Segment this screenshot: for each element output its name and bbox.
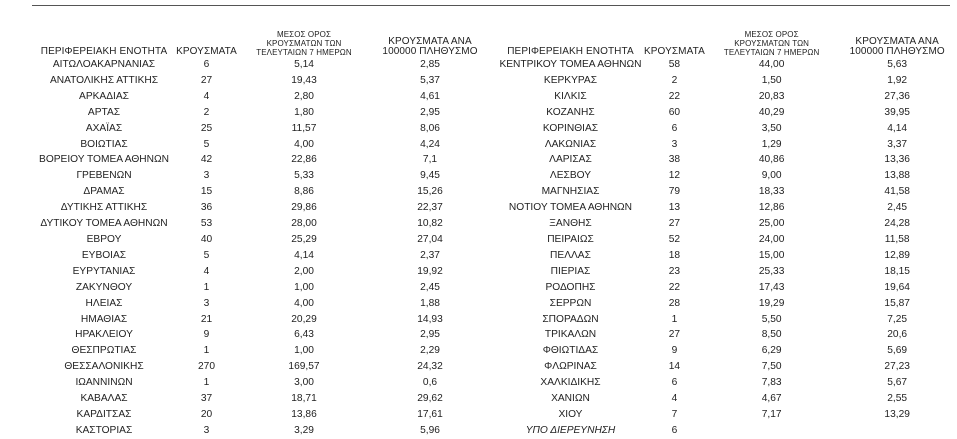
table-row xyxy=(498,248,957,264)
per100k-cell: 12,89 xyxy=(884,249,910,261)
right-cases-table xyxy=(498,15,957,439)
table-row xyxy=(33,184,490,200)
region-cell: ΚΟΖΑΝΗΣ xyxy=(546,106,595,118)
table-row xyxy=(33,137,490,153)
avg7-cell: 1,29 xyxy=(761,138,782,150)
per100k-cell: 15,26 xyxy=(417,186,443,198)
per100k-cell: 29,62 xyxy=(417,393,443,405)
region-cell: ΙΩΑΝΝΙΝΩΝ xyxy=(75,377,133,389)
cases-cell: 6 xyxy=(671,122,678,134)
table-row xyxy=(498,184,957,200)
per100k-cell: 27,23 xyxy=(884,361,910,373)
region-cell: ΔΥΤΙΚΗΣ ΑΤΤΙΚΗΣ xyxy=(60,202,148,214)
cases-cell: 36 xyxy=(200,202,213,214)
table-row xyxy=(498,391,957,407)
table-row xyxy=(498,216,957,232)
per100k-cell xyxy=(837,423,957,439)
per100k-cell: 19,92 xyxy=(417,265,443,277)
avg7-cell: 3,50 xyxy=(761,122,782,134)
cases-cell: 28 xyxy=(668,297,681,309)
table-row xyxy=(33,200,490,216)
avg7-cell: 40,29 xyxy=(758,106,785,118)
avg7-cell: 6,29 xyxy=(761,345,782,357)
region-cell: ΒΟΡΕΙΟΥ ΤΟΜΕΑ ΑΘΗΝΩΝ xyxy=(39,154,169,166)
per100k-cell: 18,15 xyxy=(884,265,910,277)
region-cell: ΕΥΒΟΙΑΣ xyxy=(81,249,127,261)
per100k-cell: 27,04 xyxy=(417,233,443,245)
cases-cell: 13 xyxy=(668,202,681,214)
cases-cell: 53 xyxy=(200,218,213,230)
per100k-cell: 24,32 xyxy=(417,361,443,373)
cases-cell: 60 xyxy=(668,106,681,118)
table-row xyxy=(33,343,490,359)
table-row xyxy=(498,280,957,296)
region-cell: ΚΑΒΑΛΑΣ xyxy=(80,393,128,405)
cases-header: ΚΡΟΥΣΜΑΤΑ xyxy=(176,46,237,57)
per100k-cell: 4,61 xyxy=(420,90,440,102)
per100k-cell: 2,37 xyxy=(420,249,440,261)
table-row xyxy=(498,375,957,391)
avg7-cell: 40,86 xyxy=(758,154,785,166)
per100k-cell: 15,87 xyxy=(884,297,910,309)
table-row xyxy=(33,168,490,184)
table-row xyxy=(498,359,957,375)
cases-cell: 22 xyxy=(668,281,681,293)
avg7-cell: 24,00 xyxy=(758,233,785,245)
table-row xyxy=(498,423,957,439)
per100k-cell: 1,92 xyxy=(887,74,908,86)
per100k-header: ΚΡΟΥΣΜΑΤΑ ΑΝΑ 100000 ΠΛΗΘΥΣΜΟ xyxy=(382,36,478,57)
table-row xyxy=(498,152,957,168)
region-cell: ΣΠΟΡΑΔΩΝ xyxy=(542,313,599,325)
per100k-cell: 7,25 xyxy=(887,313,908,325)
per100k-cell: 13,88 xyxy=(884,170,910,182)
avg7-cell: 2,00 xyxy=(294,265,314,277)
table-row xyxy=(498,264,957,280)
table-row xyxy=(498,407,957,423)
region-cell: ΠΕΙΡΑΙΩΣ xyxy=(547,233,594,245)
per100k-cell: 27,36 xyxy=(884,90,910,102)
avg7-cell: 1,00 xyxy=(294,281,314,293)
table-row xyxy=(33,391,490,407)
region-cell: ΑΡΚΑΔΙΑΣ xyxy=(79,90,129,102)
table-row xyxy=(33,296,490,312)
region-cell: ΞΑΝΘΗΣ xyxy=(549,218,592,230)
table-row xyxy=(498,200,957,216)
cases-cell: 9 xyxy=(203,329,210,341)
per100k-cell: 10,82 xyxy=(417,218,443,230)
left-table-body xyxy=(33,57,490,439)
cases-cell: 2 xyxy=(671,74,678,86)
per100k-cell: 2,29 xyxy=(420,345,440,357)
table-row xyxy=(498,312,957,328)
cases-cell: 3 xyxy=(203,170,210,182)
avg7-cell: 11,57 xyxy=(291,122,317,134)
avg7-cell: 4,00 xyxy=(294,138,314,150)
region-cell: ΦΘΙΩΤΙΔΑΣ xyxy=(542,345,599,357)
avg7-cell: 44,00 xyxy=(758,59,785,70)
avg7-cell: 25,33 xyxy=(758,265,785,277)
cases-cell: 37 xyxy=(200,393,213,405)
avg7-cell: 1,00 xyxy=(294,345,314,357)
cases-cell: 4 xyxy=(203,90,210,102)
region-cell: ΔΥΤΙΚΟΥ ΤΟΜΕΑ ΑΘΗΝΩΝ xyxy=(40,218,168,230)
per100k-cell: 2,85 xyxy=(420,59,440,70)
avg7-cell: 5,50 xyxy=(761,313,782,325)
avg7-cell: 20,29 xyxy=(291,313,317,325)
per100k-cell: 0,6 xyxy=(422,377,438,389)
avg7-cell: 17,43 xyxy=(758,281,785,293)
per100k-cell: 2,45 xyxy=(420,281,440,293)
table-row xyxy=(498,137,957,153)
cases-cell: 25 xyxy=(200,122,213,134)
per100k-cell: 3,37 xyxy=(887,138,908,150)
cases-cell: 27 xyxy=(668,329,681,341)
avg7-cell: 18,71 xyxy=(291,393,317,405)
avg7-cell: 2,80 xyxy=(294,90,314,102)
region-cell: ΠΙΕΡΙΑΣ xyxy=(550,265,591,277)
top-rule xyxy=(32,5,950,6)
left-cases-table xyxy=(33,15,490,439)
table-row xyxy=(33,375,490,391)
cases-cell: 58 xyxy=(668,59,681,70)
cases-cell: 4 xyxy=(203,265,210,277)
table-row xyxy=(33,152,490,168)
per100k-cell: 5,69 xyxy=(887,345,908,357)
avg7-cell: 25,29 xyxy=(291,233,317,245)
table-row xyxy=(33,57,490,73)
region-cell: ΑΝΑΤΟΛΙΚΗΣ ΑΤΤΙΚΗΣ xyxy=(49,74,159,86)
cases-cell: 6 xyxy=(203,59,210,70)
avg7-cell: 1,80 xyxy=(294,106,314,118)
region-cell: ΒΟΙΩΤΙΑΣ xyxy=(80,138,128,150)
cases-cell: 18 xyxy=(668,249,681,261)
per100k-cell: 9,45 xyxy=(420,170,440,182)
cases-cell: 27 xyxy=(668,218,681,230)
cases-cell: 7 xyxy=(671,408,678,420)
per100k-cell: 11,58 xyxy=(884,233,910,245)
avg7-cell: 25,00 xyxy=(758,218,785,230)
region-cell: ΕΒΡΟΥ xyxy=(86,233,122,245)
region-cell: ΚΑΣΤΟΡΙΑΣ xyxy=(75,424,133,436)
avg7-cell: 19,43 xyxy=(291,74,317,86)
table-row xyxy=(498,296,957,312)
per100k-cell: 2,95 xyxy=(420,329,440,341)
per100k-cell: 41,58 xyxy=(884,186,910,198)
table-row xyxy=(33,264,490,280)
avg7-cell: 20,83 xyxy=(758,90,785,102)
per100k-cell: 4,14 xyxy=(887,122,908,134)
cases-cell: 22 xyxy=(668,90,681,102)
table-row xyxy=(33,359,490,375)
avg7-cell: 4,67 xyxy=(761,393,782,405)
cases-cell: 12 xyxy=(668,170,681,182)
region-cell: ΚΕΝΤΡΙΚΟΥ ΤΟΜΕΑ ΑΘΗΝΩΝ xyxy=(499,59,642,70)
region-cell: ΤΡΙΚΑΛΩΝ xyxy=(544,329,597,341)
cases-cell: 40 xyxy=(200,233,213,245)
region-cell: ΡΟΔΟΠΗΣ xyxy=(545,281,596,293)
region-cell: ΝΟΤΙΟΥ ΤΟΜΕΑ ΑΘΗΝΩΝ xyxy=(508,202,633,214)
cases-cell: 5 xyxy=(203,138,210,150)
avg7-cell: 4,14 xyxy=(294,249,314,261)
region-cell: ΛΕΣΒΟΥ xyxy=(549,170,592,182)
avg7-cell: 29,86 xyxy=(291,202,317,214)
table-row xyxy=(498,57,957,73)
per100k-cell: 14,93 xyxy=(417,313,443,325)
per100k-cell: 5,63 xyxy=(887,59,908,70)
cases-cell: 2 xyxy=(203,106,210,118)
right-table-body xyxy=(498,57,957,439)
per100k-cell: 13,29 xyxy=(884,408,910,420)
cases-cell: 6 xyxy=(671,424,678,436)
table-row xyxy=(498,89,957,105)
avg7-cell: 6,43 xyxy=(294,329,314,341)
cases-cell: 270 xyxy=(198,361,215,373)
region-cell: ΛΑΡΙΣΑΣ xyxy=(549,154,592,166)
per100k-cell: 20,6 xyxy=(887,329,908,341)
avg7-cell: 7,17 xyxy=(761,408,782,420)
avg7-cell: 7,83 xyxy=(761,377,782,389)
per100k-cell: 7,1 xyxy=(422,154,438,166)
per100k-cell: 5,96 xyxy=(420,424,440,436)
avg7-header: ΜΕΣΟΣ ΟΡΟΣ ΚΡΟΥΣΜΑΤΩΝ ΤΩΝ ΤΕΛΕΥΤΑΙΩΝ 7 ΗΜΕΡΩΝ xyxy=(256,30,352,57)
region-cell: ΚΑΡΔΙΤΣΑΣ xyxy=(76,408,132,420)
avg7-cell: 3,00 xyxy=(294,377,314,389)
avg7-cell: 13,86 xyxy=(291,408,317,420)
table-row xyxy=(33,423,490,439)
region-cell: ΜΑΓΝΗΣΙΑΣ xyxy=(541,186,600,198)
per100k-cell: 4,24 xyxy=(420,138,440,150)
per100k-cell: 13,36 xyxy=(884,154,910,166)
cases-cell: 23 xyxy=(668,265,681,277)
region-cell: ΖΑΚΥΝΘΟΥ xyxy=(75,281,133,293)
per100k-cell: 2,55 xyxy=(887,393,908,405)
per100k-cell: 39,95 xyxy=(884,106,910,118)
cases-cell: 42 xyxy=(200,154,213,166)
avg7-cell: 19,29 xyxy=(758,297,785,309)
region-cell: ΑΧΑΪΑΣ xyxy=(85,122,123,134)
cases-cell: 4 xyxy=(671,393,678,405)
avg7-cell: 18,33 xyxy=(758,186,785,198)
table-row xyxy=(498,343,957,359)
table-row xyxy=(33,280,490,296)
avg7-cell: 5,33 xyxy=(294,170,314,182)
avg7-cell xyxy=(706,423,837,439)
header-row xyxy=(33,15,490,57)
table-row xyxy=(33,216,490,232)
cases-cell: 3 xyxy=(203,297,210,309)
region-cell: ΚΙΛΚΙΣ xyxy=(554,90,587,102)
cases-cell: 6 xyxy=(671,377,678,389)
region-cell: ΧΙΟΥ xyxy=(558,408,583,420)
region-cell: ΔΡΑΜΑΣ xyxy=(83,186,125,198)
cases-cell: 1 xyxy=(203,281,210,293)
region-header: ΠΕΡΙΦΕΡΕΙΑΚΗ ΕΝΟΤΗΤΑ xyxy=(507,46,634,57)
cases-header: ΚΡΟΥΣΜΑΤΑ xyxy=(644,46,705,57)
table-row xyxy=(498,73,957,89)
region-cell: ΥΠΟ ΔΙΕΡΕΥΝΗΣΗ xyxy=(525,424,616,436)
table-row xyxy=(498,121,957,137)
table-row xyxy=(33,73,490,89)
cases-cell: 9 xyxy=(671,345,678,357)
region-cell: ΗΛΕΙΑΣ xyxy=(85,297,123,309)
avg7-cell: 4,00 xyxy=(294,297,314,309)
table-row xyxy=(33,327,490,343)
cases-cell: 5 xyxy=(203,249,210,261)
cases-cell: 20 xyxy=(200,408,213,420)
region-cell: ΧΑΝΙΩΝ xyxy=(551,393,590,405)
avg7-cell: 12,86 xyxy=(758,202,785,214)
avg7-cell: 169,57 xyxy=(288,361,320,373)
per100k-cell: 19,64 xyxy=(884,281,910,293)
cases-cell: 1 xyxy=(671,313,678,325)
table-row xyxy=(33,121,490,137)
region-cell: ΣΕΡΡΩΝ xyxy=(549,297,592,309)
per100k-cell: 1,88 xyxy=(420,297,440,309)
cases-cell: 21 xyxy=(200,313,213,325)
cases-cell: 3 xyxy=(203,424,210,436)
cases-cell: 52 xyxy=(668,233,681,245)
region-cell: ΘΕΣΣΑΛΟΝΙΚΗΣ xyxy=(64,361,144,373)
region-cell: ΧΑΛΚΙΔΙΚΗΣ xyxy=(540,377,601,389)
cases-cell: 1 xyxy=(203,377,210,389)
per100k-cell: 17,61 xyxy=(417,408,443,420)
avg7-cell: 1,50 xyxy=(761,74,782,86)
table-row xyxy=(498,232,957,248)
table-row xyxy=(498,105,957,121)
avg7-cell: 7,50 xyxy=(761,361,782,373)
table-row xyxy=(33,89,490,105)
per100k-header: ΚΡΟΥΣΜΑΤΑ ΑΝΑ 100000 ΠΛΗΘΥΣΜΟ xyxy=(849,36,945,57)
cases-cell: 14 xyxy=(668,361,681,373)
cases-cell: 27 xyxy=(200,74,213,86)
region-cell: ΓΡΕΒΕΝΩΝ xyxy=(76,170,132,182)
avg7-cell: 22,86 xyxy=(291,154,317,166)
table-row xyxy=(33,232,490,248)
region-header: ΠΕΡΙΦΕΡΕΙΑΚΗ ΕΝΟΤΗΤΑ xyxy=(40,46,168,57)
cases-cell: 3 xyxy=(671,138,678,150)
table-row xyxy=(33,407,490,423)
region-cell: ΛΑΚΩΝΙΑΣ xyxy=(544,138,597,150)
per100k-cell: 5,37 xyxy=(420,74,440,86)
region-cell: ΗΜΑΘΙΑΣ xyxy=(80,313,128,325)
table-row xyxy=(33,248,490,264)
table-row xyxy=(33,105,490,121)
per100k-cell: 2,45 xyxy=(887,202,908,214)
region-cell: ΚΟΡΙΝΘΙΑΣ xyxy=(542,122,599,134)
avg7-cell: 28,00 xyxy=(291,218,317,230)
avg7-cell: 15,00 xyxy=(758,249,785,261)
cases-cell: 1 xyxy=(203,345,210,357)
cases-cell: 79 xyxy=(668,186,681,198)
region-cell: ΚΕΡΚΥΡΑΣ xyxy=(543,74,598,86)
avg7-cell: 9,00 xyxy=(761,170,782,182)
region-cell: ΘΕΣΠΡΩΤΙΑΣ xyxy=(71,345,137,357)
table-row xyxy=(498,327,957,343)
region-cell: ΦΛΩΡΙΝΑΣ xyxy=(544,361,597,373)
region-cell: ΑΙΤΩΛΟΑΚΑΡΝΑΝΙΑΣ xyxy=(52,59,156,70)
avg7-header: ΜΕΣΟΣ ΟΡΟΣ ΚΡΟΥΣΜΑΤΩΝ ΤΩΝ ΤΕΛΕΥΤΑΙΩΝ 7 ΗΜΕΡΩΝ xyxy=(723,30,820,57)
cases-cell: 38 xyxy=(668,154,681,166)
per100k-cell: 8,06 xyxy=(420,122,440,134)
table-row xyxy=(33,312,490,328)
table-row xyxy=(498,168,957,184)
per100k-cell: 5,67 xyxy=(887,377,908,389)
per100k-cell: 22,37 xyxy=(417,202,443,214)
avg7-cell: 5,14 xyxy=(294,59,314,70)
avg7-cell: 8,50 xyxy=(761,329,782,341)
region-cell: ΗΡΑΚΛΕΙΟΥ xyxy=(75,329,133,341)
region-cell: ΕΥΡΥΤΑΝΙΑΣ xyxy=(72,265,136,277)
per100k-cell: 2,95 xyxy=(420,106,440,118)
cases-cell: 15 xyxy=(200,186,213,198)
per100k-cell: 24,28 xyxy=(884,218,910,230)
region-cell: ΠΕΛΛΑΣ xyxy=(550,249,591,261)
header-row xyxy=(498,15,957,57)
avg7-cell: 3,29 xyxy=(294,424,314,436)
avg7-cell: 8,86 xyxy=(294,186,314,198)
region-cell: ΑΡΤΑΣ xyxy=(87,106,121,118)
